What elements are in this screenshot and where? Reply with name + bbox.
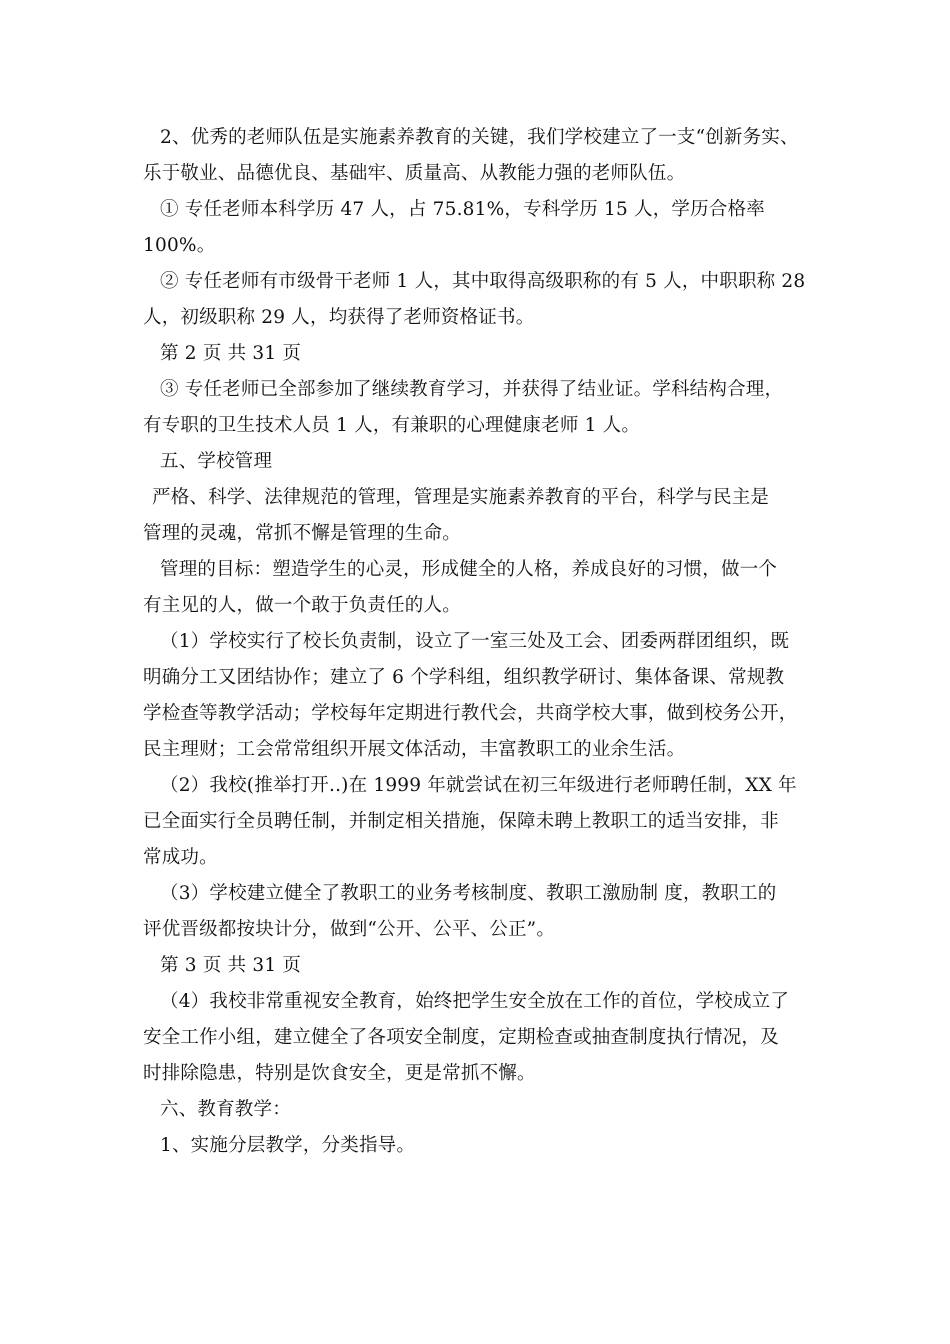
paragraph-line: （3）学校建立健全了教职工的业务考核制度、教职工激励制 度，教职工的: [160, 883, 777, 904]
paragraph-line: 乐于敬业、品德优良、基础牢、质量高、从教能力强的老师队伍。: [143, 163, 686, 184]
paragraph-line: （4）我校非常重视安全教育，始终把学生安全放在工作的首位，学校成立了: [160, 991, 790, 1012]
paragraph-line: 安全工作小组，建立健全了各项安全制度，定期检查或抽查制度执行情况，及: [143, 1027, 779, 1048]
paragraph-line: 民主理财；工会常常组织开展文体活动，丰富教职工的业余生活。: [143, 739, 686, 760]
paragraph-line: 评优晋级都按块计分，做到“公开、公平、公正”。: [143, 919, 556, 940]
paragraph-line: 管理的目标：塑造学生的心灵，形成健全的人格，养成良好的习惯，做一个: [160, 559, 778, 580]
paragraph-line: （1）学校实行了校长负责制，设立了一室三处及工会、团委两群团组织，既: [160, 631, 790, 652]
paragraph-line: 人，初级职称 29 人，均获得了老师资格证书。: [143, 307, 535, 328]
paragraph-line: 2、优秀的老师队伍是实施素养教育的关键，我们学校建立了一支“创新务实、: [160, 127, 799, 148]
paragraph-line: 已全面实行全员聘任制，并制定相关措施，保障未聘上教职工的适当安排，非: [143, 811, 779, 832]
section-heading: 五、学校管理: [160, 451, 273, 472]
paragraph-line: 严格、科学、法律规范的管理，管理是实施素养教育的平台，科学与民主是: [152, 487, 770, 508]
paragraph-line: 管理的灵魂，常抓不懈是管理的生命。: [143, 523, 461, 544]
paragraph-line: ③ 专任老师已全部参加了继续教育学习，并获得了结业证。学科结构合理，: [160, 379, 784, 400]
paragraph-line: 100%。: [143, 235, 216, 256]
paragraph-line: 有主见的人，做一个敢于负责任的人。: [143, 595, 461, 616]
paragraph-line: 有专职的卫生技术人员 1 人，有兼职的心理健康老师 1 人。: [143, 415, 641, 436]
paragraph-line: 常成功。: [143, 847, 218, 868]
paragraph-line: （2）我校(推举打开..)在 1999 年就尝试在初三年级进行老师聘任制，XX 年: [160, 775, 797, 796]
section-heading: 六、教育教学：: [160, 1099, 291, 1120]
paragraph-line: 学检查等教学活动；学校每年定期进行教代会，共商学校大事，做到校务公开，: [143, 703, 798, 724]
paragraph-line: ① 专任老师本科学历 47 人，占 75.81%，专科学历 15 人，学历合格率: [160, 199, 765, 220]
page-number: 第 2 页 共 31 页: [160, 343, 302, 364]
paragraph-line: 1、实施分层教学，分类指导。: [160, 1135, 416, 1156]
paragraph-line: 时排除隐患，特别是饮食安全，更是常抓不懈。: [143, 1063, 536, 1084]
paragraph-line: ② 专任老师有市级骨干老师 1 人，其中取得高级职称的有 5 人，中职职称 28: [160, 271, 806, 292]
paragraph-line: 明确分工又团结协作；建立了 6 个学科组，组织教学研讨、集体备课、常规教: [143, 667, 785, 688]
page-number: 第 3 页 共 31 页: [160, 955, 302, 976]
